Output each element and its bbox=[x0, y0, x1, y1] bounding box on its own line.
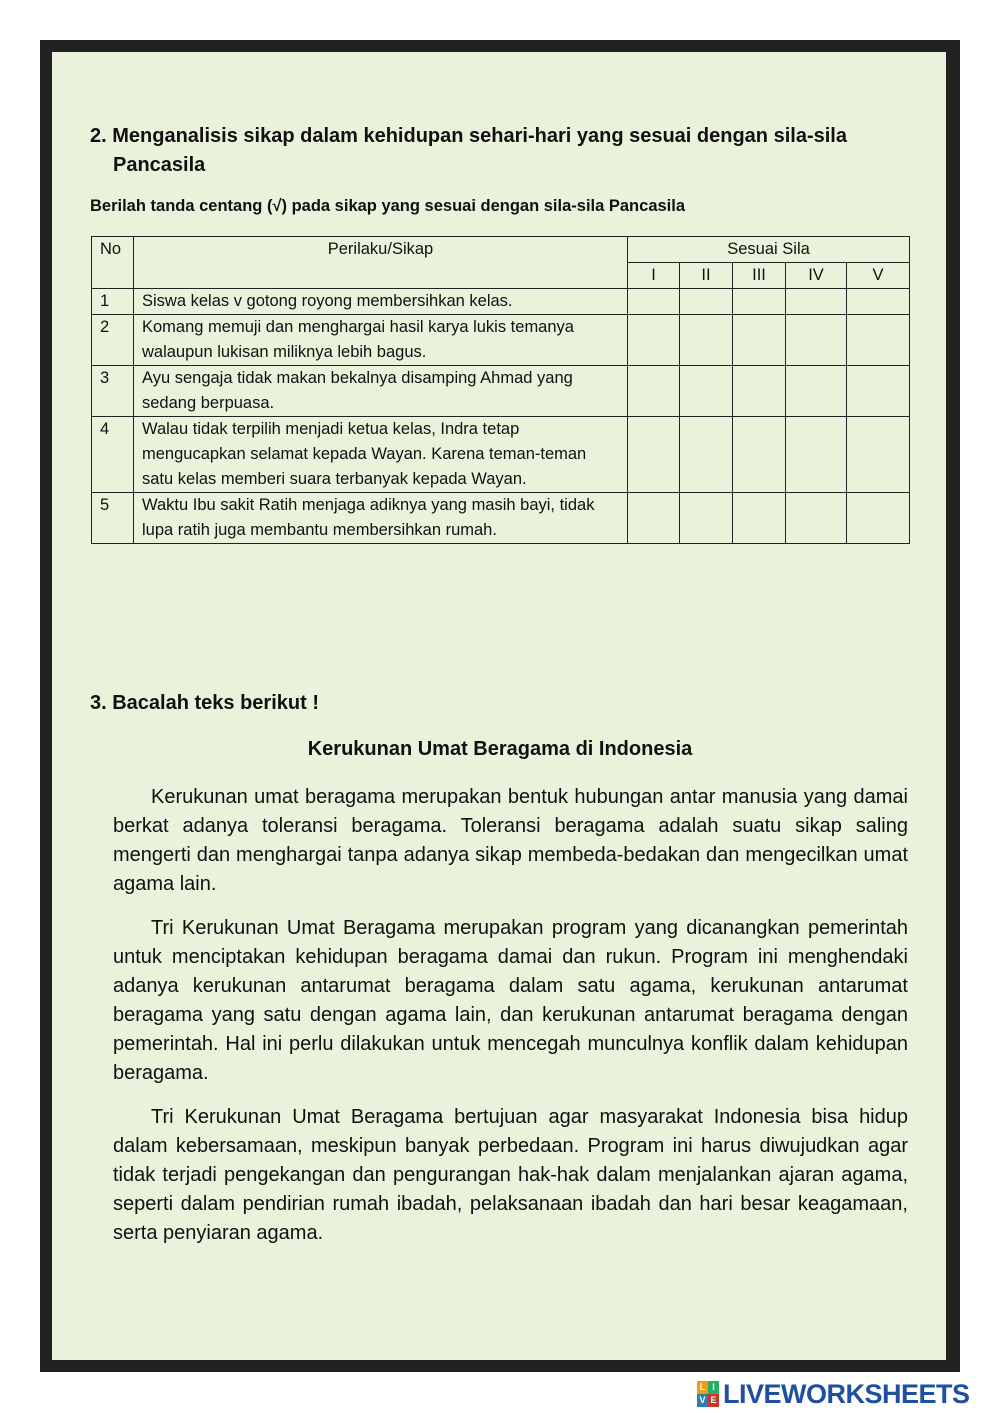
row-number: 5 bbox=[92, 493, 134, 544]
header-sesuai-sila: Sesuai Sila bbox=[628, 237, 910, 263]
check-cell-4-sila-4[interactable] bbox=[786, 417, 847, 493]
liveworksheets-logo[interactable] bbox=[697, 1378, 995, 1410]
table-row bbox=[92, 493, 910, 544]
question-2-title-line1: Menganalisis sikap dalam kehidupan sehari-hari yang sesuai dengan sila-sila bbox=[112, 125, 847, 147]
article-paragraph-1: Kerukunan umat beragama merupakan bentuk hubungan antar manusia yang damai berkat adanya toleransi beragama. Toleransi beragama adalah suatu sikap saling mengerti dan menghargai tanpa adanya sikap membeda-bedakan dan mengecilkan umat agama lain. bbox=[113, 786, 908, 895]
question-2-number: 2. bbox=[90, 125, 107, 147]
article-title: Kerukunan Umat Beragama di Indonesia bbox=[307, 738, 693, 760]
question-3-title: 3. Bacalah teks berikut ! bbox=[90, 692, 319, 714]
row-number: 1 bbox=[92, 289, 134, 315]
row-number: 2 bbox=[92, 315, 134, 366]
check-cell-4-sila-1[interactable] bbox=[628, 417, 680, 493]
header-sila-3: III bbox=[733, 263, 786, 289]
check-cell-4-sila-2[interactable] bbox=[680, 417, 733, 493]
check-cell-1-sila-2[interactable] bbox=[680, 289, 733, 315]
check-cell-5-sila-3[interactable] bbox=[733, 493, 786, 544]
row-behavior-text: Komang memuji dan menghargai hasil karya lukis temanya walaupun lukisan miliknya lebih bagus. bbox=[134, 315, 628, 366]
check-cell-4-sila-3[interactable] bbox=[733, 417, 786, 493]
check-cell-3-sila-1[interactable] bbox=[628, 366, 680, 417]
check-cell-2-sila-5[interactable] bbox=[847, 315, 910, 366]
logo-mark-letter: I bbox=[708, 1381, 719, 1394]
liveworksheets-logo-icon bbox=[697, 1381, 719, 1407]
row-number: 4 bbox=[92, 417, 134, 493]
table-row bbox=[92, 417, 910, 493]
check-cell-2-sila-2[interactable] bbox=[680, 315, 733, 366]
check-cell-5-sila-1[interactable] bbox=[628, 493, 680, 544]
question-2-title bbox=[90, 122, 890, 180]
check-cell-2-sila-1[interactable] bbox=[628, 315, 680, 366]
row-behavior-text: Waktu Ibu sakit Ratih menjaga adiknya yang masih bayi, tidak lupa ratih juga membantu membersihkan rumah. bbox=[134, 493, 628, 544]
check-cell-1-sila-4[interactable] bbox=[786, 289, 847, 315]
check-cell-1-sila-5[interactable] bbox=[847, 289, 910, 315]
header-sila-5: V bbox=[847, 263, 910, 289]
check-cell-5-sila-2[interactable] bbox=[680, 493, 733, 544]
row-behavior-text: Ayu sengaja tidak makan bekalnya disamping Ahmad yang sedang berpuasa. bbox=[134, 366, 628, 417]
sila-checklist-table bbox=[91, 236, 910, 544]
check-cell-3-sila-5[interactable] bbox=[847, 366, 910, 417]
question-2-title-line2: Pancasila bbox=[113, 154, 206, 176]
check-cell-4-sila-5[interactable] bbox=[847, 417, 910, 493]
article-paragraph-3: Tri Kerukunan Umat Beragama bertujuan agar masyarakat Indonesia bisa hidup dalam kebersamaan, meskipun banyak perbedaan. Program ini harus diwujudkan agar tidak terjadi pengekangan dan pengurangan hak-hak dalam menjalankan ajaran agama, seperti dalam pendirian rumah ibadah, pelaksanaan ibadah dan hari besar keagamaan, serta penyiaran agama. bbox=[113, 1106, 908, 1244]
check-cell-3-sila-3[interactable] bbox=[733, 366, 786, 417]
article-paragraph-2: Tri Kerukunan Umat Beragama merupakan program yang dicanangkan pemerintah untuk menciptakan kehidupan beragama damai dan rukun. Program ini menghendaki adanya kerukunan antarumat beragama dalam satu agama, kerukunan antarumat beragama yang satu dengan agama lain, dan kerukunan antarumat beragama dengan pemerintah. Hal ini perlu dilakukan untuk mencegah munculnya konflik dalam kehidupan beragama. bbox=[113, 917, 908, 1084]
header-sila-2: II bbox=[680, 263, 733, 289]
question-2-instruction: Berilah tanda centang (√) pada sikap yang sesuai dengan sila-sila Pancasila bbox=[90, 197, 686, 215]
header-sila-1: I bbox=[628, 263, 680, 289]
row-behavior-text: Siswa kelas v gotong royong membersihkan kelas. bbox=[134, 289, 628, 315]
check-cell-5-sila-5[interactable] bbox=[847, 493, 910, 544]
check-cell-5-sila-4[interactable] bbox=[786, 493, 847, 544]
logo-mark-letter: V bbox=[697, 1394, 708, 1407]
check-cell-1-sila-3[interactable] bbox=[733, 289, 786, 315]
check-cell-2-sila-4[interactable] bbox=[786, 315, 847, 366]
header-no: No bbox=[92, 237, 134, 289]
header-behavior: Perilaku/Sikap bbox=[134, 237, 628, 289]
table-row bbox=[92, 289, 910, 315]
logo-mark-letter: L bbox=[697, 1381, 708, 1394]
header-sila-4: IV bbox=[786, 263, 847, 289]
table-row bbox=[92, 366, 910, 417]
logo-mark-letter: E bbox=[708, 1394, 719, 1407]
table-row bbox=[92, 315, 910, 366]
liveworksheets-logo-text: LIVEWORKSHEETS bbox=[723, 1378, 970, 1409]
row-behavior-text: Walau tidak terpilih menjadi ketua kelas, Indra tetap mengucapkan selamat kepada Wayan. Karena teman-teman satu kelas memberi suara terbanyak kepada Wayan. bbox=[134, 417, 628, 493]
check-cell-2-sila-3[interactable] bbox=[733, 315, 786, 366]
check-cell-1-sila-1[interactable] bbox=[628, 289, 680, 315]
row-number: 3 bbox=[92, 366, 134, 417]
check-cell-3-sila-2[interactable] bbox=[680, 366, 733, 417]
check-cell-3-sila-4[interactable] bbox=[786, 366, 847, 417]
